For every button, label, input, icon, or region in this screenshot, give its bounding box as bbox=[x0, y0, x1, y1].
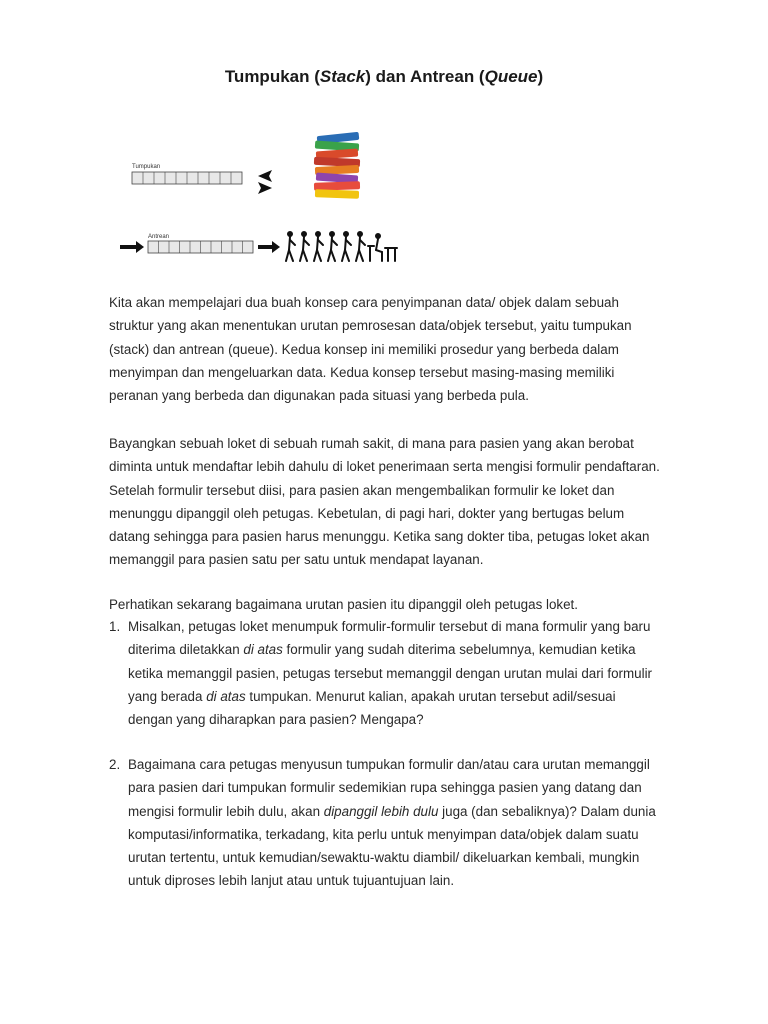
list-line: para pasien dari tumpukan formulir sedemikian rupa sehingga pasien yang datang dan bbox=[128, 780, 642, 796]
list-line bbox=[128, 800, 656, 823]
text-run: diterima diletakkan bbox=[128, 642, 244, 658]
stack-queue-illustration bbox=[112, 124, 412, 274]
list-line: Bagaimana cara petugas menyusun tumpukan formulir dan/atau cara urutan memanggil bbox=[128, 757, 650, 772]
paragraph-line: Bayangkan sebuah loket di sebuah rumah sakit, di mana para pasien yang akan berobat bbox=[109, 436, 634, 451]
stack-label: Tumpukan bbox=[132, 164, 161, 170]
title-text-1: Tumpukan ( bbox=[224, 67, 320, 86]
title-text-3: ) bbox=[537, 67, 544, 86]
page-title bbox=[0, 67, 768, 87]
dequeue-arrow-icon bbox=[258, 241, 280, 253]
text-run: tumpukan. Menurut kalian, apakah urutan tersebut adil/sesuai bbox=[245, 688, 616, 704]
list-line: urutan tertentu, untuk kemudian/sewaktu-waktu diambil/ dikeluarkan kembali, mungkin bbox=[128, 850, 640, 866]
list-line: dengan yang diharapkan para pasien? Mengapa? bbox=[128, 712, 424, 728]
text-run: yang berada bbox=[128, 688, 207, 704]
text-run: formulir yang sudah diterima sebelumnya, kemudian ketika bbox=[282, 642, 636, 658]
emphasis-text: di atas bbox=[243, 642, 283, 658]
paragraph-line: Setelah formulir tersebut diisi, para pasien akan mengembalikan formulir ke loket dan bbox=[109, 482, 615, 498]
title-stack-word: Stack bbox=[319, 67, 366, 86]
paragraph-line: menunggu dipanggil oleh petugas. Kebetulan, di pagi hari, dokter yang bertugas belum bbox=[109, 505, 625, 521]
push-pop-arrows-icon bbox=[258, 170, 272, 194]
emphasis-text: dipanggil lebih dulu bbox=[323, 803, 439, 819]
text-run: juga (dan sebaliknya)? Dalam dunia bbox=[438, 803, 656, 819]
book-stack-icon bbox=[314, 132, 360, 199]
paragraph-hospital-example bbox=[109, 432, 699, 572]
list-line: untuk diproses lebih lanjut atau untuk tujuantujuan lain. bbox=[128, 873, 455, 889]
title-text-2: ) dan Antrean ( bbox=[365, 67, 485, 86]
paragraph-line: Perhatikan sekarang bagaimana urutan pasien itu dipanggil oleh petugas loket. bbox=[109, 597, 578, 612]
list-number: 2. bbox=[109, 757, 121, 772]
paragraph-line: datang sehingga para pasien harus menunggu. Ketika sang dokter tiba, petugas loket akan bbox=[109, 529, 650, 545]
emphasis-text: di atas bbox=[206, 688, 246, 704]
queue-array-cells bbox=[148, 241, 253, 253]
list-line bbox=[128, 638, 652, 661]
list-number: 1. bbox=[109, 619, 121, 634]
list-line: ketika memanggil pasien, petugas tersebut memanggil dengan urutan mulai dari formulir bbox=[128, 665, 653, 681]
paragraph-question-intro bbox=[109, 593, 699, 616]
paragraph-line: Kita akan mempelajari dua buah konsep cara penyimpanan data/ objek dalam sebuah bbox=[109, 295, 619, 310]
paragraph-line: diminta untuk mendaftar lebih dahulu di loket penerimaan serta mengisi formulir pendaftaran. bbox=[109, 459, 660, 475]
title-queue-word: Queue bbox=[484, 67, 538, 86]
text-run: mengisi formulir lebih dulu, akan bbox=[128, 803, 324, 819]
people-queue-icon bbox=[286, 231, 397, 261]
stack-array-cells bbox=[132, 172, 242, 184]
paragraph-line: peranan yang berbeda dan digunakan pada situasi yang berbeda pula. bbox=[109, 388, 529, 404]
list-line bbox=[128, 685, 652, 708]
list-line: komputasi/informatika, terkadang, kita perlu untuk menyimpan data/objek dalam suatu bbox=[128, 826, 639, 842]
paragraph-intro bbox=[109, 291, 699, 407]
paragraph-line: struktur yang akan menentukan urutan pemrosesan data/objek tersebut, yaitu tumpukan bbox=[109, 318, 632, 334]
paragraph-line: memanggil para pasien satu per satu untuk mendapat layanan. bbox=[109, 552, 484, 568]
paragraph-line: menyimpan dan mengeluarkan data. Kedua konsep tersebut masing-masing memiliki bbox=[109, 364, 615, 380]
enqueue-arrow-icon bbox=[120, 241, 144, 253]
paragraph-line: (stack) dan antrean (queue). Kedua konsep ini memiliki prosedur yang berbeda dalam bbox=[109, 341, 619, 357]
list-line: Misalkan, petugas loket menumpuk formulir-formulir tersebut di mana formulir yang baru bbox=[128, 619, 651, 634]
queue-label: Antrean bbox=[148, 234, 170, 240]
